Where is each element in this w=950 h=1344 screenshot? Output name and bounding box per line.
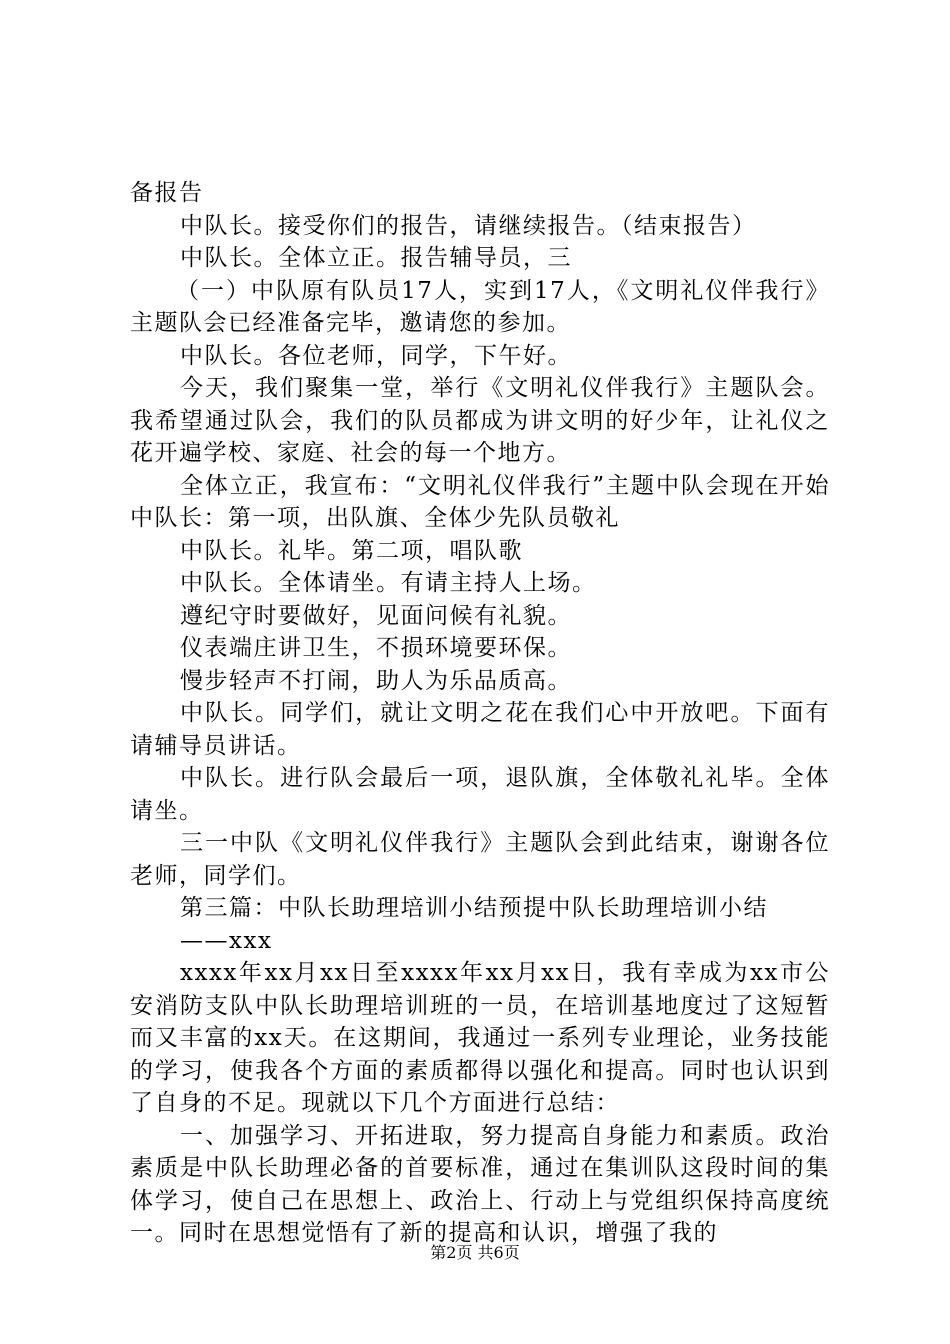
page-footer: 第2页 共6页 [430, 1243, 520, 1262]
paragraph: 今天，我们聚集一堂，举行《文明礼仪伴我行》主题队会。我希望通过队会，我们的队员都成为讲文明的好少年，让礼仪之花开遍学校、家庭、社会的每一个地方。 [130, 375, 830, 466]
document-body [130, 177, 830, 1250]
paragraph: 中队长。全体立正。报告辅导员，三 [180, 245, 572, 271]
paragraph: （一）中队原有队员17人，实到17人，《文明礼仪伴我行》主题队会已经准备完毕，邀请您的参加。 [130, 277, 830, 336]
paragraph: 中队长。各位老师，同学，下午好。 [180, 342, 572, 369]
paragraph: 全体立正，我宣布：“文明礼仪伴我行”主题中队会现在开始中队长：第一项，出队旗、全体少先队员敬礼 [130, 472, 830, 531]
paragraph: 一、加强学习、开拓进取，努力提高自身能力和素质。政治素质是中队长助理必备的首要标准，通过在集训队这段时间的集体学习，使自己在思想上、政治上、行动上与党组织保持高度统一。同时在思想觉悟有了新的提高和认识，增强了我的 [130, 1122, 830, 1246]
paragraph: 中队长。进行队会最后一项，退队旗，全体敬礼礼毕。全体请坐。 [130, 765, 830, 824]
paragraph: 中队长。同学们，就让文明之花在我们心中开放吧。下面有请辅导员讲话。 [130, 700, 830, 759]
author-line: ——xxx [180, 927, 273, 954]
paragraph: 慢步轻声不打闹，助人为乐品质高。 [180, 667, 572, 694]
paragraph: 遵纪守时要做好，见面问候有礼貌。 [180, 602, 572, 629]
paragraph: 仪表端庄讲卫生，不损环境要环保。 [180, 635, 572, 661]
paragraph: 备报告 [130, 180, 204, 206]
paragraph: xxxx年xx月xx日至xxxx年xx月xx日，我有幸成为xx市公安消防支队中队长助理培训班的一员，在培训基地度过了这短暂而又丰富的xx天。在这期间，我通过一系列专业理论，业务技能的学习，使我各个方面的素质都得以强化和提高。同时也认识到了自身的不足。现就以下几个方面进行总结： [130, 960, 830, 1116]
paragraph: 中队长。全体请坐。有请主持人上场。 [180, 570, 597, 596]
paragraph: 三一中队《文明礼仪伴我行》主题队会到此结束，谢谢各位老师，同学们。 [130, 830, 830, 889]
paragraph: 中队长。礼毕。第二项，唱队歌 [180, 537, 523, 564]
section-heading: 第三篇：中队长助理培训小结预提中队长助理培训小结 [180, 895, 768, 921]
paragraph: 中队长。接受你们的报告，请继续报告。（结束报告） [180, 212, 757, 239]
